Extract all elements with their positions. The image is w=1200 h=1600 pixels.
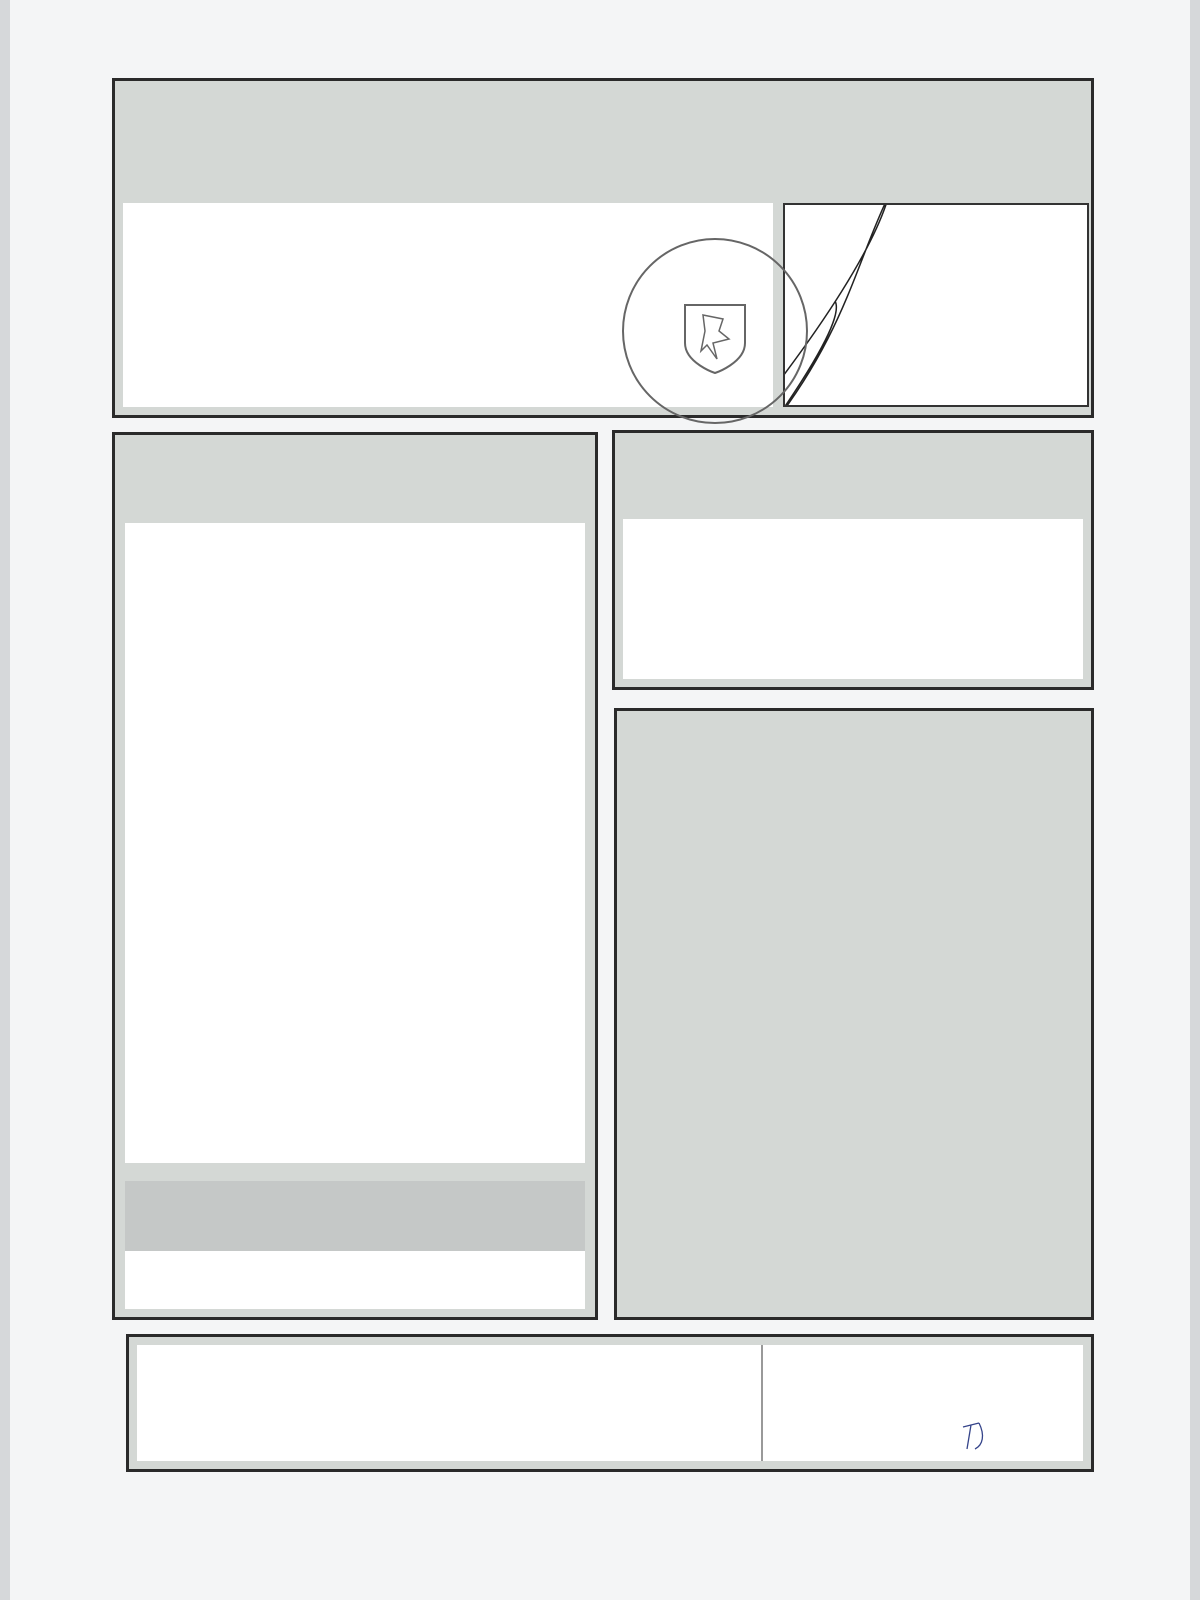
handwritten-signature — [785, 205, 1087, 405]
energy-split-pie-chart — [915, 525, 1075, 675]
requirements-title — [125, 1181, 585, 1251]
specialist-footer — [126, 1334, 1094, 1472]
energy-split-body — [623, 519, 1083, 679]
certificate-header — [112, 78, 1094, 418]
indicators-panel — [614, 708, 1094, 1320]
specialist-info — [137, 1345, 1083, 1461]
official-stamp — [615, 231, 815, 431]
signature-panel — [783, 203, 1089, 407]
energy-split-panel — [612, 430, 1094, 690]
footer-divider — [761, 1345, 763, 1461]
footer-signature — [957, 1415, 997, 1455]
document-page — [10, 0, 1190, 1600]
classification-panel — [112, 432, 598, 1320]
energy-class-scale — [125, 523, 585, 1163]
area-row — [149, 365, 159, 381]
requirements-box — [125, 1181, 585, 1309]
